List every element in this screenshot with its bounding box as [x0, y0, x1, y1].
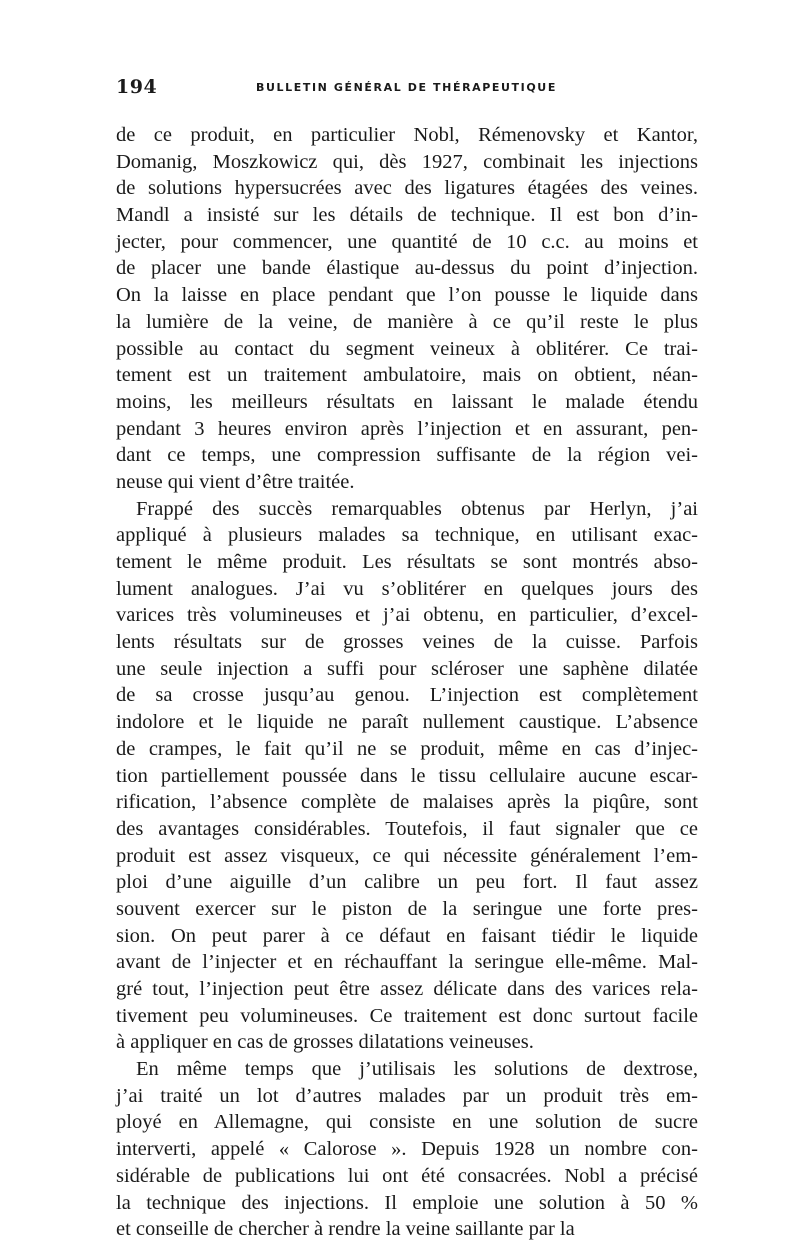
text-line: Frappé des succès remarquables obtenus par Herlyn, j’ai: [136, 497, 698, 520]
running-title: BULLETIN GÉNÉRAL DE THÉRAPEUTIQUE: [256, 81, 557, 94]
text-line: tement le même produit. Les résultats se sont montrés abso-: [116, 551, 698, 573]
text-line: de sa crosse jusqu’au genou. L’injection est complètement: [116, 684, 698, 707]
text-line: des avantages considérables. Toutefois, il faut signaler que ce: [116, 817, 698, 840]
text-line: moins, les meilleurs résultats en laissant le malade étendu: [116, 390, 698, 413]
text-line: ploi d’une aiguille d’un calibre un peu fort. Il faut assez: [116, 871, 698, 894]
text-line: rification, l’absence complète de malaises après la piqûre, sont: [116, 791, 698, 814]
text-line: j’ai traité un lot d’autres malades par un produit très em-: [116, 1084, 698, 1107]
text-line: pendant 3 heures environ après l’injection et en assurant, pen-: [116, 417, 698, 440]
text-line: sidérable de publications lui ont été consacrées. Nobl a précisé: [116, 1164, 698, 1187]
text-line: varices très volumineuses et j’ai obtenu, en particulier, d’excel-: [116, 604, 698, 627]
text-line: En même temps que j’utilisais les solutions de dextrose,: [136, 1058, 698, 1081]
text-line: tement est un traitement ambulatoire, mais on obtient, néan-: [116, 364, 698, 387]
paragraph: [116, 1056, 698, 1243]
text-line: appliqué à plusieurs malades sa technique, en utilisant exac-: [116, 524, 698, 547]
text-line: jecter, pour commencer, une quantité de 10 c.c. au moins et: [116, 230, 698, 253]
text-line: dant ce temps, une compression suffisante de la région vei-: [116, 444, 698, 467]
text-line: tivement peu volumineuses. Ce traitement est donc surtout facile: [116, 1004, 698, 1027]
text-line: une seule injection a suffi pour scléroser une saphène dilatée: [116, 657, 698, 680]
text-line: possible au contact du segment veineux à oblitérer. Ce trai-: [116, 337, 698, 360]
body-text: [116, 122, 698, 1243]
text-line: avant de l’injecter et en réchauffant la seringue elle-même. Mal-: [116, 951, 698, 974]
text-line: Mandl a insisté sur les détails de technique. Il est bon d’in-: [116, 204, 698, 227]
text-line: indolore et le liquide ne paraît nullement caustique. L’absence: [116, 711, 698, 734]
text-line: souvent exercer sur le piston de la seringue une forte pres-: [116, 897, 698, 920]
paragraph: [116, 122, 698, 496]
text-line: interverti, appelé « Calorose ». Depuis 1928 un nombre con-: [116, 1138, 698, 1161]
text-line: de ce produit, en particulier Nobl, Rémenovsky et Kantor,: [116, 124, 698, 146]
text-line: Domanig, Moszkowicz qui, dès 1927, combinait les injections: [116, 150, 698, 173]
page-number: 194: [116, 76, 158, 98]
text-line: de solutions hypersucrées avec des ligatures étagées des veines.: [116, 177, 698, 200]
text-line: lument analogues. J’ai vu s’oblitérer en quelques jours des: [116, 577, 698, 600]
text-line: la technique des injections. Il emploie une solution à 50 %: [116, 1191, 698, 1214]
text-line: ployé en Allemagne, qui consiste en une solution de sucre: [116, 1111, 698, 1134]
text-line: la lumière de la veine, de manière à ce qu’il reste le plus: [116, 310, 698, 333]
text-line: gré tout, l’injection peut être assez délicate dans des varices rela-: [116, 978, 698, 1000]
text-line: produit est assez visqueux, ce qui nécessite généralement l’em-: [116, 844, 698, 867]
text-line: neuse qui vient d’être traitée.: [116, 470, 355, 493]
paragraph: [116, 496, 698, 1056]
text-line: de crampes, le fait qu’il ne se produit, même en cas d’injec-: [116, 737, 698, 760]
text-line: à appliquer en cas de grosses dilatations veineuses.: [116, 1031, 534, 1054]
text-line: et conseille de chercher à rendre la veine saillante par la: [116, 1218, 575, 1241]
text-line: sion. On peut parer à ce défaut en faisant tiédir le liquide: [116, 924, 698, 947]
page-header: [116, 76, 696, 98]
text-line: tion partiellement poussée dans le tissu cellulaire aucune escar-: [116, 764, 698, 787]
text-line: de placer une bande élastique au-dessus du point d’injection.: [116, 257, 698, 280]
text-line: On la laisse en place pendant que l’on pousse le liquide dans: [116, 284, 698, 307]
text-line: lents résultats sur de grosses veines de la cuisse. Parfois: [116, 631, 698, 654]
